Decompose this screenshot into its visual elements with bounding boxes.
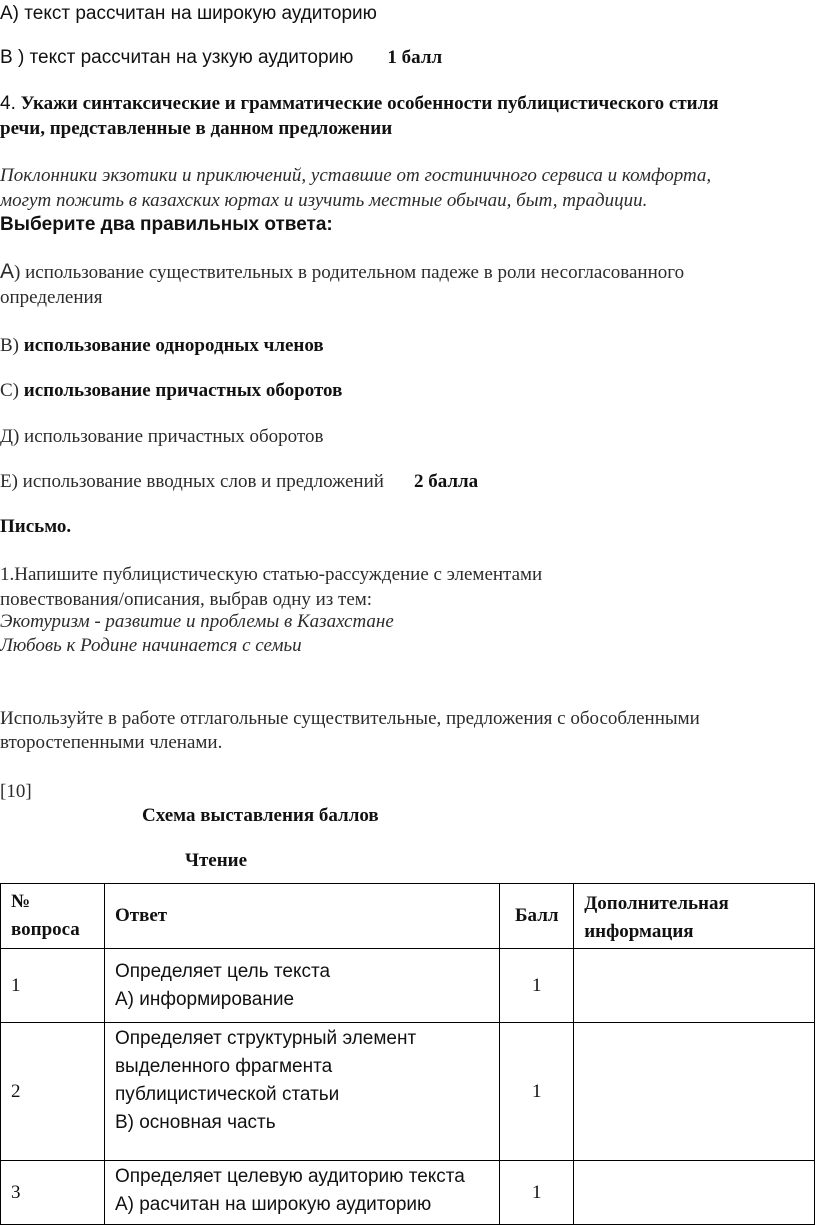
- row-1-extra: [574, 949, 815, 1023]
- row-1-number: 1: [1, 949, 105, 1023]
- writing-task-line1: 1.Напишите публицистическую статью-рассуждение с элементами: [0, 564, 543, 585]
- table-row: [1, 949, 815, 1023]
- writing-heading: Письмо.: [0, 516, 72, 537]
- q4-option-b: [0, 334, 324, 358]
- q4-title-text1: Укажи синтаксические и грамматические особенности публицистического стиля: [20, 93, 719, 114]
- header-answer: Ответ: [104, 884, 499, 949]
- q4-instruction: Выберите два правильных ответа:: [0, 214, 333, 235]
- writing-topic-2: Любовь к Родине начинается с семьи: [0, 635, 302, 656]
- q4-option-c-prefix: С): [0, 380, 19, 401]
- q4-option-a-text: ) использование существительных в родительном падеже в роли несогласованного: [14, 262, 685, 283]
- row-3-score: 1: [500, 1161, 574, 1225]
- row-2-score: 1: [500, 1023, 574, 1161]
- q4-points: 2 балла: [413, 471, 479, 492]
- row-2-answer-line4: В) основная часть: [114, 1112, 276, 1133]
- row-2-extra: [574, 1023, 815, 1161]
- header-no-line2: вопроса: [11, 919, 80, 940]
- row-1-score: 1: [500, 949, 574, 1023]
- row-1-answer-line1: Определяет цель текста: [114, 960, 331, 982]
- row-1-answer: [104, 949, 499, 1023]
- table-header-row: [1, 884, 815, 949]
- row-2-answer-line3: публицистической статьи: [114, 1084, 340, 1105]
- table-row: [1, 1161, 815, 1225]
- scheme-section: Чтение: [185, 850, 248, 871]
- q4-quote-line2: могут пожить в казахских юртах и изучить местные обычаи, быт, традиции.: [0, 190, 648, 211]
- scheme-title: Схема выставления баллов: [142, 805, 379, 826]
- row-3-extra: [574, 1161, 815, 1225]
- writing-task-line2: повествования/описания, выбрав одну из тем:: [0, 589, 373, 610]
- q3-option-a: А) текст рассчитан на широкую аудиторию: [0, 3, 377, 24]
- q4-option-c: [0, 379, 342, 403]
- q4-title-line1: [0, 92, 719, 116]
- q4-title-line2: речи, представленные в данном предложении: [0, 118, 393, 139]
- row-2-answer-line2: выделенного фрагмента: [114, 1056, 333, 1077]
- q4-option-b-text: использование однородных членов: [23, 335, 324, 356]
- header-question-no: [1, 884, 105, 949]
- row-3-number: 3: [1, 1161, 105, 1225]
- q4-option-e: [0, 470, 478, 494]
- q4-option-e-text: Е) использование вводных слов и предложений: [0, 471, 384, 492]
- q3-option-b-text: В ) текст рассчитан на узкую аудиторию: [0, 47, 354, 68]
- q3-option-b: [0, 46, 442, 70]
- q4-quote-line1: Поклонники экзотики и приключений, уставшие от гостиничного сервиса и комфорта,: [0, 165, 712, 186]
- q4-option-b-prefix: В): [0, 335, 19, 356]
- q4-option-a-line1: [0, 260, 684, 285]
- header-score: Балл: [500, 884, 574, 949]
- writing-usage-line2: второстепенными членами.: [0, 732, 223, 753]
- row-1-answer-line2: А) информирование: [114, 988, 295, 1010]
- q4-option-c-text: использование причастных оборотов: [23, 380, 343, 401]
- row-3-answer-line2: А) расчитан на широкую аудиторию: [114, 1194, 432, 1215]
- q3-points: 1 балл: [387, 47, 443, 68]
- row-2-number: 2: [1, 1023, 105, 1161]
- header-extra-line2: информация: [584, 921, 694, 942]
- q4-option-a-line2: определения: [0, 287, 103, 308]
- row-2-answer-line1: Определяет структурный элемент: [114, 1028, 417, 1049]
- table-row: [1, 1023, 815, 1161]
- row-3-answer-line1: Определяет целевую аудиторию текста: [114, 1166, 465, 1187]
- header-extra-info: [574, 884, 815, 949]
- row-3-answer: [104, 1161, 499, 1225]
- q4-number: 4.: [0, 93, 16, 114]
- header-extra-line1: Дополнительная: [584, 893, 729, 914]
- row-2-answer: [104, 1023, 499, 1161]
- header-no-line1: №: [11, 891, 31, 912]
- writing-score: [10]: [0, 781, 32, 802]
- q4-option-a-letter: А: [0, 260, 15, 283]
- q4-option-d: Д) использование причастных оборотов: [0, 426, 324, 447]
- score-table: [0, 883, 815, 1225]
- writing-usage-line1: Используйте в работе отглагольные существительные, предложения с обособленными: [0, 708, 700, 729]
- writing-topic-1: Экотуризм - развитие и проблемы в Казахстане: [0, 611, 394, 632]
